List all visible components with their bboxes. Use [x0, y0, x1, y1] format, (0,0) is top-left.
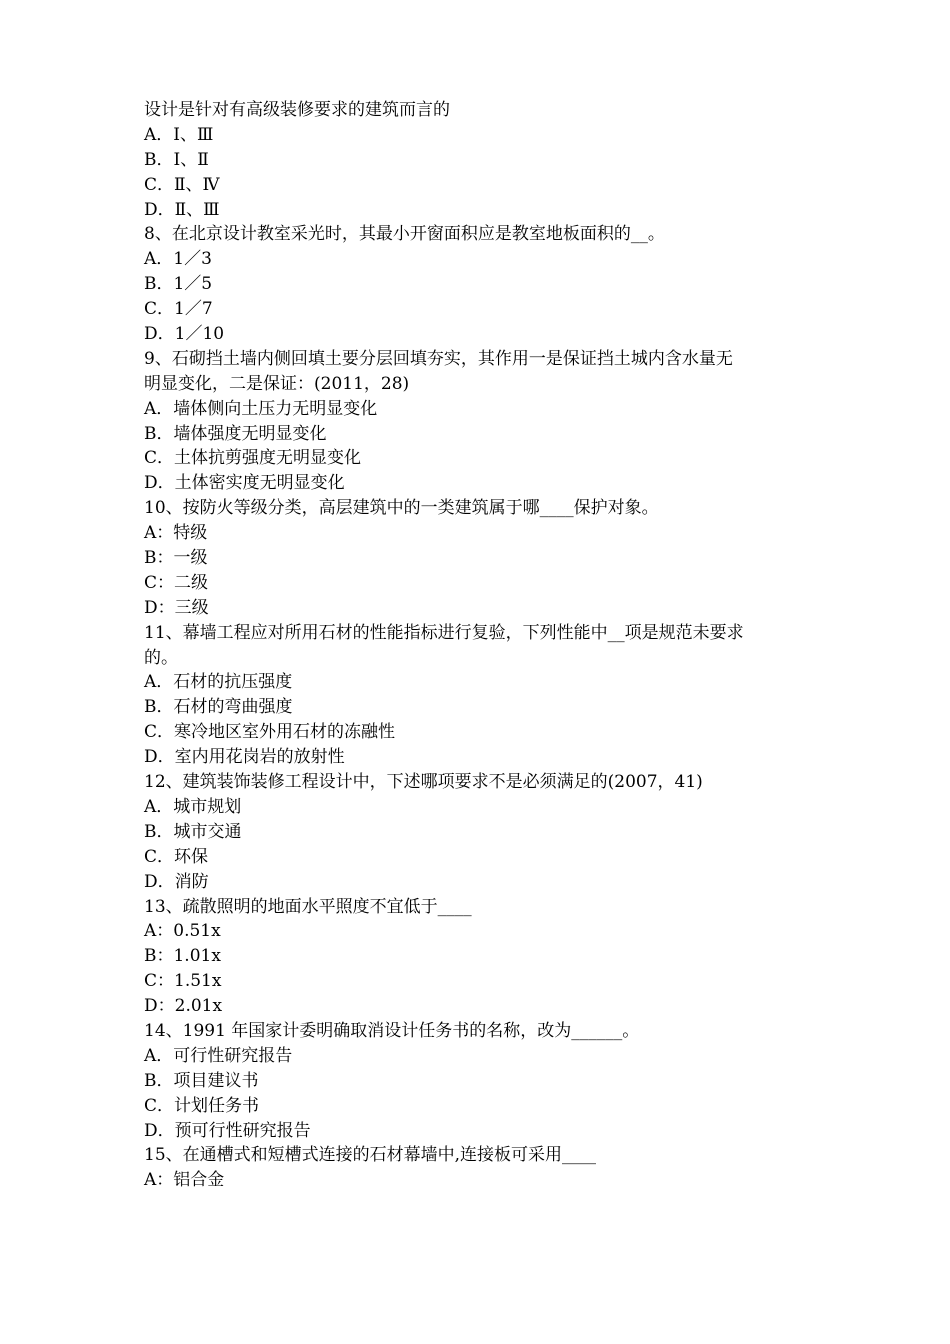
option-line: D．消防	[144, 871, 209, 892]
option-line: B．墙体强度无明显变化	[144, 423, 327, 444]
option-line: C．土体抗剪强度无明显变化	[144, 448, 362, 469]
document-body	[144, 98, 814, 1193]
option-line: A：铝合金	[144, 1170, 225, 1191]
option-line: C．Ⅱ、Ⅳ	[144, 174, 220, 195]
option-line: A：特级	[144, 523, 208, 544]
question-line: 15、在通槽式和短槽式连接的石材幕墙中,连接板可采用____	[144, 1145, 597, 1166]
question-line: 11、幕墙工程应对所用石材的性能指标进行复验，下列性能中__项是规范未要求	[144, 622, 744, 643]
option-line: C．寒冷地区室外用石材的冻融性	[144, 722, 396, 743]
option-line: C．1／7	[144, 299, 213, 320]
question-line: 8、在北京设计教室采光时，其最小开窗面积应是教室地板面积的__。	[144, 224, 665, 245]
option-line: A．1／3	[144, 249, 212, 270]
option-line: C．计划任务书	[144, 1095, 260, 1116]
option-line: B．城市交通	[144, 821, 242, 842]
option-line: B．Ⅰ、Ⅱ	[144, 149, 209, 170]
option-line: D．Ⅱ、Ⅲ	[144, 199, 220, 220]
question-line: 的。	[144, 647, 178, 668]
option-line: D．室内用花岗岩的放射性	[144, 747, 345, 768]
option-line: B：1.01x	[144, 946, 221, 967]
option-line: C：1.51x	[144, 971, 222, 992]
text-line: 设计是针对有高级装修要求的建筑而言的	[144, 100, 450, 120]
option-line: A．墙体侧向土压力无明显变化	[144, 398, 378, 419]
option-line: A．Ⅰ、Ⅲ	[144, 124, 214, 145]
option-line: B．1／5	[144, 274, 213, 295]
option-line: C：二级	[144, 572, 209, 593]
question-line: 10、按防火等级分类，高层建筑中的一类建筑属于哪____保护对象。	[144, 498, 659, 519]
option-line: A．石材的抗压强度	[144, 672, 293, 693]
option-line: B．石材的弯曲强度	[144, 697, 293, 718]
question-line: 12、建筑装饰装修工程设计中，下述哪项要求不是必须满足的(2007，41)	[144, 772, 703, 793]
option-line: D：三级	[144, 597, 209, 618]
option-line: A．城市规划	[144, 796, 242, 817]
option-line: B．项目建议书	[144, 1070, 259, 1091]
option-line: D．1／10	[144, 324, 225, 345]
option-line: D．土体密实度无明显变化	[144, 473, 345, 494]
option-line: C．环保	[144, 846, 209, 867]
option-line: A：0.51x	[144, 921, 221, 942]
option-line: D．预可行性研究报告	[144, 1120, 311, 1141]
option-line: B：一级	[144, 548, 208, 569]
option-line: D：2.01x	[144, 996, 223, 1017]
question-line: 13、疏散照明的地面水平照度不宜低于____	[144, 896, 472, 917]
option-line: A．可行性研究报告	[144, 1045, 293, 1066]
question-line: 14、1991 年国家计委明确取消设计任务书的名称，改为______。	[144, 1020, 640, 1041]
question-line: 9、石砌挡土墙内侧回填土要分层回填夯实，其作用一是保证挡土城内含水量无	[144, 348, 733, 369]
question-line: 明显变化，二是保证：(2011，28)	[144, 373, 410, 394]
